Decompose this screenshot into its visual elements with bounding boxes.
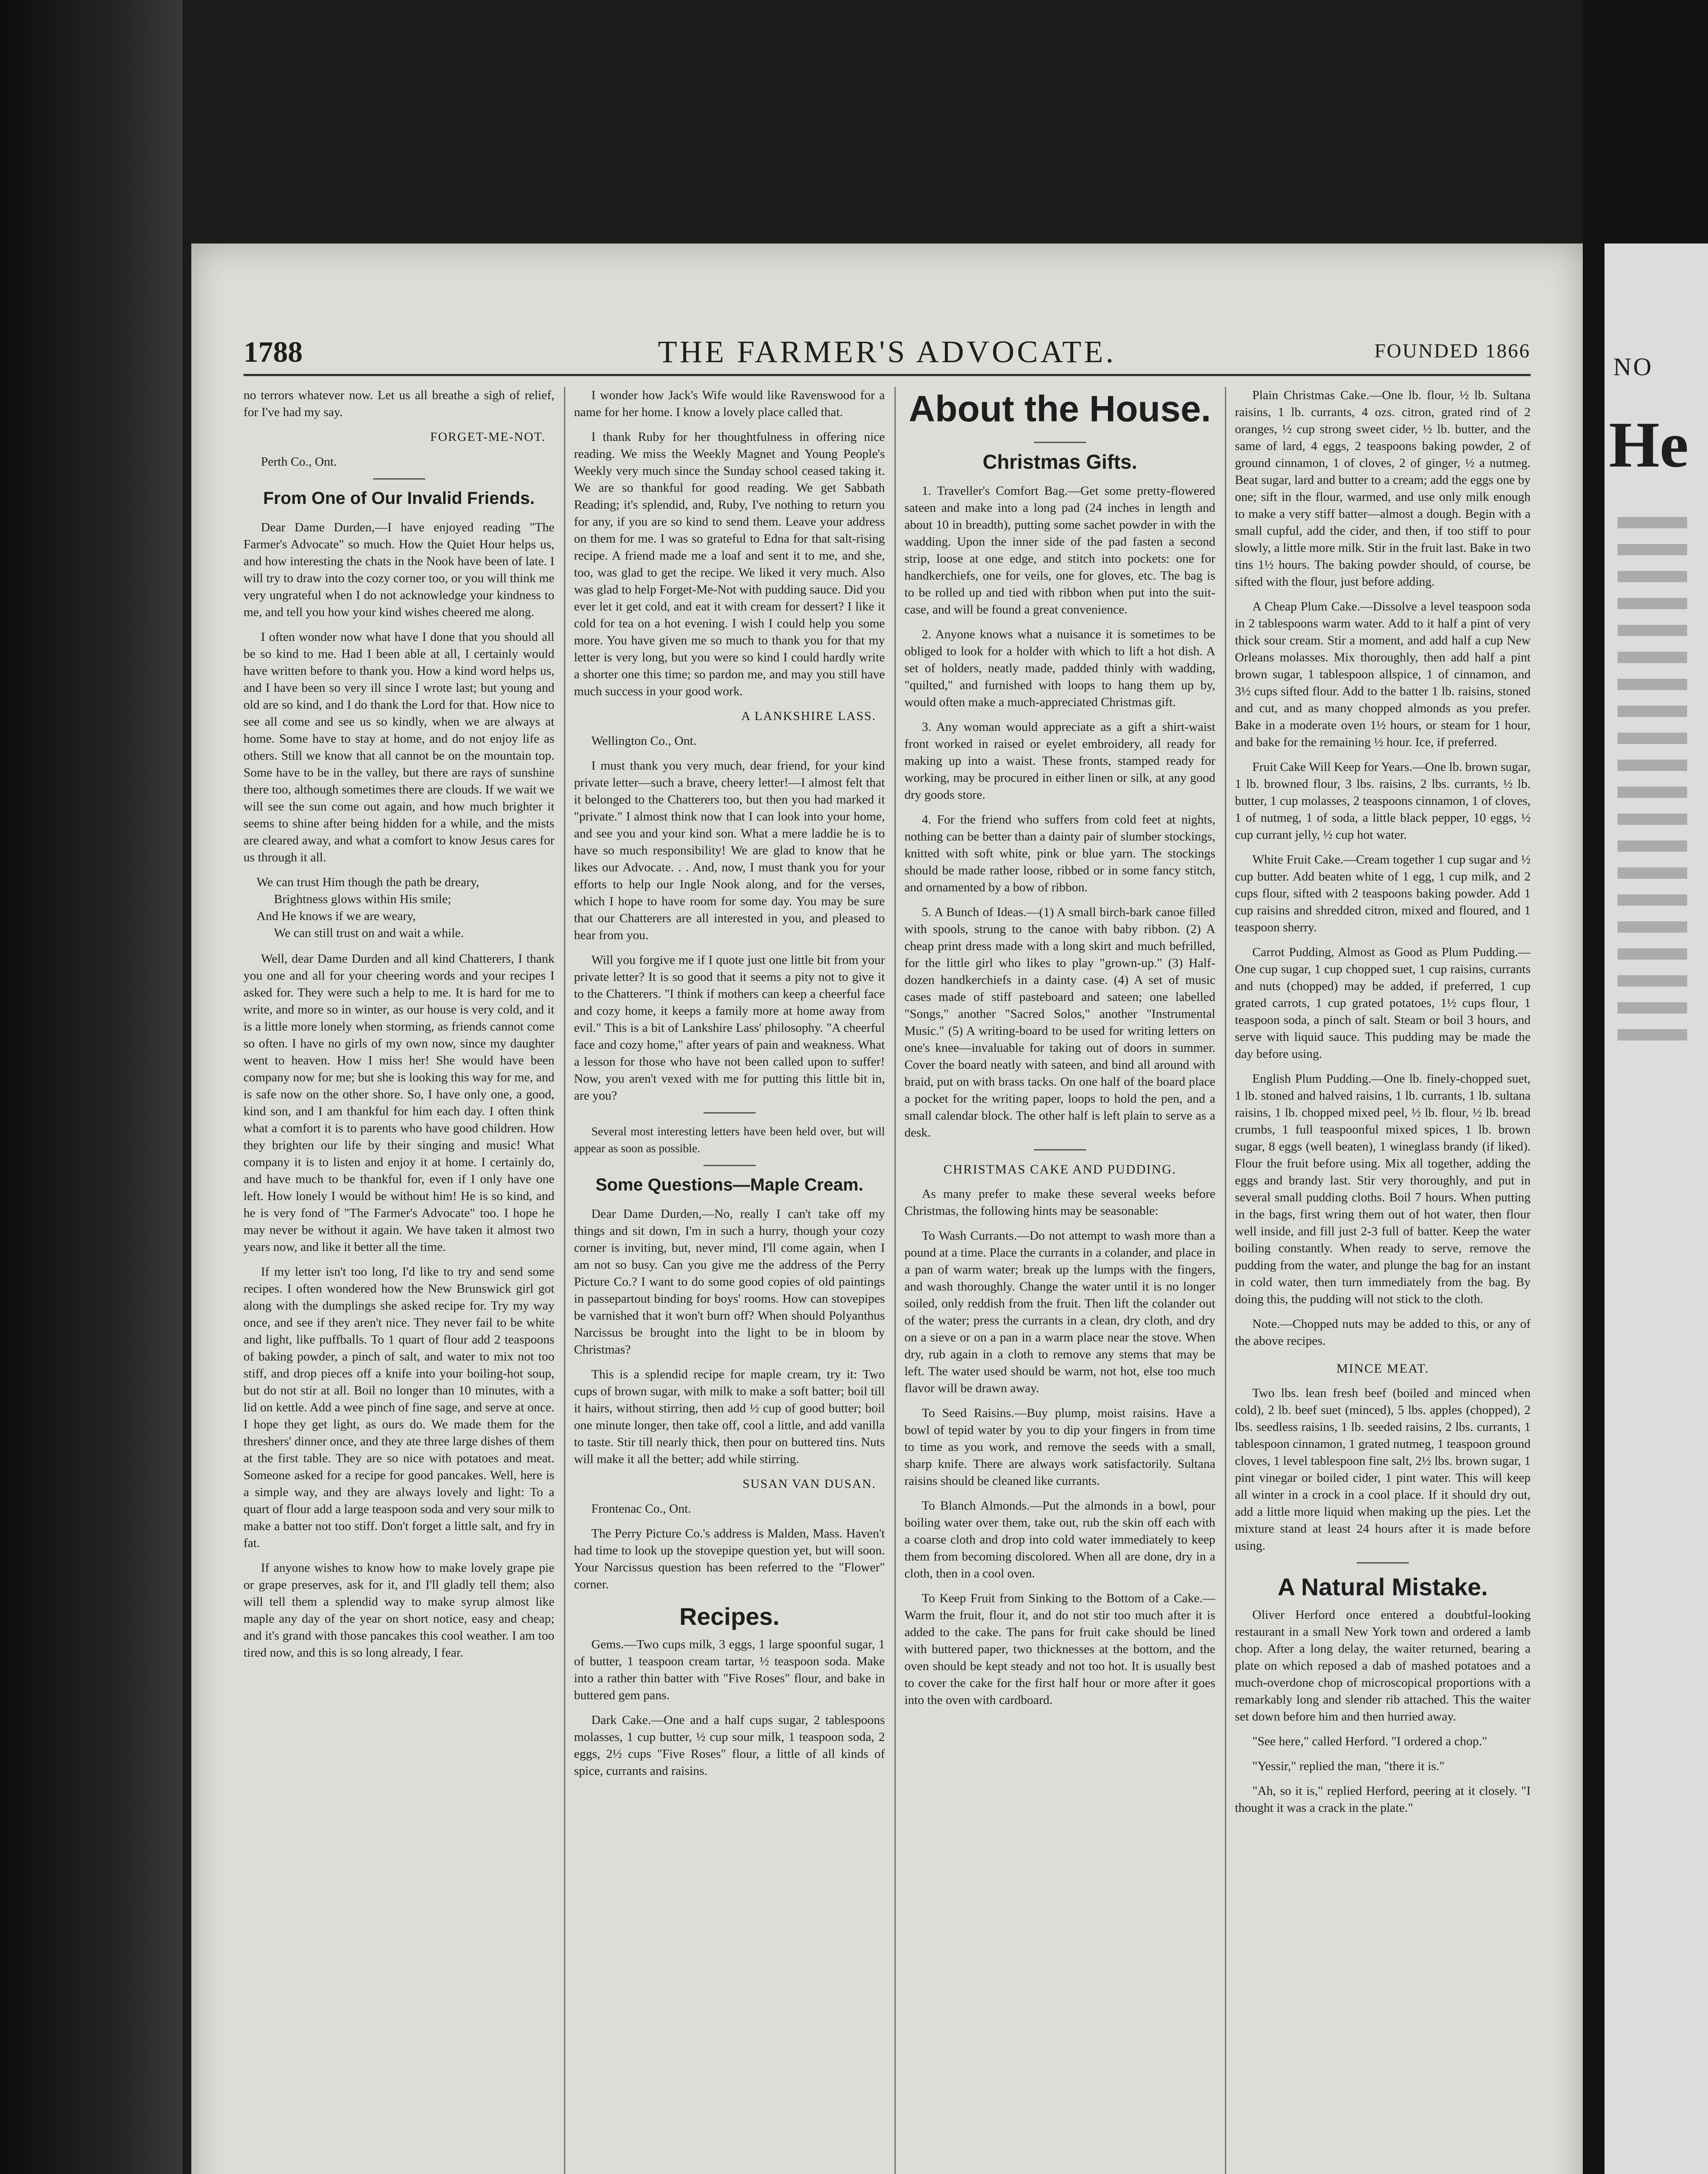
next-page-title: He [1609,409,1689,481]
paragraph: English Plum Pudding.—One lb. finely-chopped suet, 1 lb. stoned and halved raisins, 1 lb. currants, 1 lb. sultana raisins, 1 lb. chopped mixed peel, ½ lb. flour, ½ lb. bread crumbs, 1 full teaspoonful mixed spices, 1 lb. brown sugar, 8 eggs (well beaten), 1 wineglass brandy (if liked). Flour the fruit before using. Mix all together, adding the eggs and brandy last. Stir very thoroughly, and put in several small pudding cloths. Boil 7 hours. When putting in the bags, first wring them out of hot water, then flour well inside, and fill just 2-3 full of batter. Keep the water boiling constantly. When ready to serve, remove the pudding from the water, and plunge the bag for an instant in cold water, then turn immediately from the bag. By doing this, the pudding will not stick to the cloth. [1235,1072,1531,1306]
paragraph: Note.—Chopped nuts may be added to this, or any of the above recipes. [1235,1317,1531,1348]
divider [1357,1562,1409,1564]
subheading: MINCE MEAT. [1336,1361,1429,1376]
signature: A LANKSHIRE LASS. [741,709,876,723]
section-title: About the House. [908,388,1211,429]
paragraph: "Ah, so it is," replied Herford, peering at it closely. "I thought it was a crack in the plate." [1235,1784,1531,1815]
paragraph: To Wash Currants.—Do not attempt to wash more than a pound at a time. Place the currants in a colander, and place in a pan of warm water; break up the lumps with the fingers, and wash thoroughly. Change the water until it is no longer soiled, only reddish from the fruit. Then lift the colander out of the water; press the currants in a clean, dry cloth, and dry on a sieve or on a pan in a warm place near the stove. When dry, rub again in a cloth to remove any stems that may be left. The water used should be warm, not hot, else too much flavor will be drawn away. [904,1229,1215,1395]
paragraph: Plain Christmas Cake.—One lb. flour, ½ lb. Sultana raisins, 1 lb. currants, 4 ozs. citron, grated rind of 2 oranges, ½ cup strong sweet cider, ½ lb. butter, and the same of lard, 4 eggs, 2 teaspoons baking powder, 2 of ground cinnamon, 1 of cloves, 2 of ginger, ½ a nutmeg. Beat sugar, lard and butter to a cream; add the eggs one by one; sift in the flour, warmed, and use only milk enough to make a very stiff batter—almost a dough. Begin with a small cupful, add the cider, and then, if too stiff to pour slowly, a little more milk. Stir in the fruit last. Bake in two tins 1½ hours. The baking powder should, of course, be sifted with the flour, just before adding. [1235,388,1531,589]
paragraph: Well, dear Dame Durden and all kind Chatterers, I thank you one and all for your cheering words and your recipes I asked for. They were such a help to me. It is hard for me to write, and more so in winter, as our house is very cold, and it is a little more lonely when storming, as friends cannot come so often. I have no girls of my own now, since my daughter went to heaven. How I miss her! She would have been company now for me; but she is looking this way for me, and is safe now on the other shore. So, I have only one, a good, kind son, and I am thankful for him each day. I often think what a comfort it is to parents who have good children. How they brighten our life by their singing and music! What company it is to listen and enjoy it at home. I certainly do, and have much to be thankful for, even if I only have one left. How lonely I would be without him! He is so kind, and he is very fond of "The Farmer's Advocate" too. I hope he may never be without it again. We have taken it almost two years now, and like it better all the time. [244,952,554,1254]
article-heading: Christmas Gifts. [982,450,1138,473]
paragraph: I often wonder now what have I done that you should all be so kind to me. Had I been able at all, I certainly would have written before to thank you. How a kind word helps us, and I have been so very ill since I wrote last; but young and old are so kind, and I do thank the Lord for that. How nice to see all come and see us so kindly, when we are always at home. Some have to stay at home, and do not enjoy life as others. Still we know that all cannot be on the mountain top. Some have to be in the valley, but there are rays of sunshine there too, although sometimes there are clouds. If we wait we will see the sun come out again, and how much brighter it seems to shine after being hidden for a while, and the mists are cleared away, and what a comfort to know Jesus cares for us through it all. [244,630,554,864]
paragraph: 4. For the friend who suffers from cold feet at nights, nothing can be better than a dainty pair of slumber stockings, knitted with soft white, pink or blue yarn. The stockings should be made rather loose, ribbed or in some fancy stitch, and ornamented by a bow of ribbon. [904,813,1215,894]
newspaper-title: THE FARMER'S ADVOCATE. [658,334,1116,369]
paragraph: I wonder how Jack's Wife would like Ravenswood for a name for her home. I know a lovely place called that. [574,388,885,419]
paragraph: Dark Cake.—One and a half cups sugar, 2 tablespoons molasses, 1 cup butter, ½ cup sour milk, 1 teaspoon soda, 2 eggs, 2½ cups "Five Roses" flour, a little of all kinds of spice, currants and raisins. [574,1713,885,1778]
paragraph: Carrot Pudding, Almost as Good as Plum Pudding.—One cup sugar, 1 cup chopped suet, 1 cup raisins, currants and nuts (chopped) may be added, if preferred, 1 cup grated carrots, 1 cup grated potatoes, 1½ cups flour, 1 teaspoon soda, a pinch of salt. Steam or boil 3 hours, and serve with liquid sauce. This pudding may be made the day before using. [1235,945,1531,1061]
signature: SUSAN VAN DUSAN. [742,1477,876,1491]
paragraph: no terrors whatever now. Let us all breathe a sigh of relief, for I've had my say. [244,388,554,419]
paragraph: I thank Ruby for her thoughtfulness in offering nice reading. We miss the Weekly Magnet and Young People's Weekly very much since the Sunday school ceased taking it. We are so thankful for good reading. We get Sabbath Reading; it's splendid, and, Ruby, I've nothing to return you for any, if you are so kind to send them. Leave your address on them for me. I was so grateful to Edna for that salt-rising recipe. A friend made me a loaf and sent it to me, and she, too, was glad to get the recipe. We liked it very much. Also was glad to help Forget-Me-Not with pudding sauce. Did you ever let it get cold, and eat it with cream for dessert? I like it cold for tea on a hot evening. I wish I could help you some more. You have given me so much to thank you for that my letter is very long, but you were so kind I could hardly write a shorter one this time; so pardon me, and may you still have much success in your good work. [574,430,885,698]
column-rule [564,387,565,2174]
next-page-header: NO [1613,353,1653,381]
dateline: Frontenac Co., Ont. [591,1502,691,1516]
page-header [244,322,1531,376]
paragraph: White Fruit Cake.—Cream together 1 cup sugar and ½ cup butter. Add beaten white of 1 egg, 1 cup milk, and 2 cups flour, sifted with 2 teaspoons baking powder. Add 1 cup raisins and shredded citron, mixed and floured, and 1 teaspoon sherry. [1235,853,1531,934]
divider [704,1112,756,1114]
dateline: Wellington Co., Ont. [591,734,697,748]
column-1 [244,387,554,2174]
poem-line: Brightness glows within His smile; [274,892,451,906]
editor-note: Several most interesting letters have been held over, but will appear as soon as possible. [574,1125,885,1155]
paragraph: 5. A Bunch of Ideas.—(1) A small birch-bark canoe filled with spools, strung to the canoe with baby ribbon. (2) A cheap print dress made with a long skirt and much befrilled, for the little girl who likes to play "grown-up." (3) Half-dozen handkerchiefs in a dainty case. (4) A set of music cases made of stiff pasteboard and sateen; one labelled "Songs," another "Sacred Solos," another "Instrumental Music." (5) A writing-board to be used for writing letters on one's knee—invaluable for taking out of doors in summer. Cover the board neatly with sateen, and bind all around with braid, put on with brass tacks. On one half of the board place a pocket for the writing paper, loops to hold the pen, and a small calendar block. The other half is left plain to serve as a desk. [904,905,1215,1140]
paragraph: As many prefer to make these several weeks before Christmas, the following hints may be seasonable: [904,1187,1215,1218]
signature: FORGET-ME-NOT. [430,430,546,444]
paragraph: Will you forgive me if I quote just one little bit from your private letter? It is so good that it seems a pity not to give it to the Chatterers. "I think if mothers can keep a cheerful face and cozy home, it keeps a family more at home away from evil." This is a bit of Lankshire Lass' philosophy. "A cheerful face and cozy home," after years of pain and weakness. What a lesson for those who have not been called upon to suffer! Now, you aren't vexed with me for putting this little bit in, are you? [574,953,885,1103]
paragraph: 2. Anyone knows what a nuisance it is sometimes to be obliged to look for a holder with which to lift a hot dish. A set of holders, neatly made, padded thinly with wadding, "quilted," and furnished with loops to hang them up by, would often make a much-appreciated Christmas gift. [904,627,1215,709]
next-page-edge [1605,243,1708,2174]
poem-line: We can still trust on and wait a while. [274,926,464,940]
subheading: CHRISTMAS CAKE AND PUDDING. [943,1162,1177,1177]
paragraph: Gems.—Two cups milk, 3 eggs, 1 large spoonful sugar, 1 of butter, 1 teaspoon cream tartar, ½ teaspoon soda. Make into a rather thin batter with "Five Roses" flour, and bake in buttered gem pans. [574,1637,885,1702]
letter-heading: Some Questions—Maple Cream. [595,1175,864,1194]
section-heading: Recipes. [679,1603,780,1630]
divider [704,1165,756,1166]
paragraph: The Perry Picture Co.'s address is Malden, Mass. Haven't had time to look up the stovepipe question yet, but will soon. Your Narcissus question has been referred to the "Flower" corner. [574,1527,885,1591]
paragraph: 3. Any woman would appreciate as a gift a shirt-waist front worked in raised or eyelet embroidery, all ready for making up into a waist. These fronts, stamped ready for working, may be procured in either linen or silk, at any good dry goods store. [904,720,1215,802]
paragraph: "Yessir," replied the man, "there it is." [1252,1759,1444,1773]
dateline: Perth Co., Ont. [261,455,337,469]
paragraph: Oliver Herford once entered a doubtful-looking restaurant in a small New York town and ordered a lamb chop. After a long delay, the waiter returned, bearing a plate on which reposed a dab of mashed potatoes and a much-overdone chop of microscopical proportions with a remarkably long and slender rib attached. This the waiter set down before him and then hurried away. [1235,1608,1531,1724]
column-rule [894,387,896,2174]
column-rule [1225,387,1226,2174]
paragraph: I must thank you very much, dear friend, for your kind private letter—such a brave, cheery letter!—I almost felt that it belonged to the Chatterers too, but then you had marked it "private." I almost think now that I can look into your home, and see you and your kind son. What a mere laddie he is to have so much responsibility! We are glad to know that he likes our Advocate. . . And, now, I must thank you for your efforts to help our Ingle Nook along, and for the verses, which I hope to have room for some day. You may be sure that our Chatterers are all interested in you, and pleased to hear from you. [574,759,885,942]
paragraph: Dear Dame Durden,—No, really I can't take off my things and sit down, I'm in such a hurry, though your cozy corner is inviting, but, never mind, I'll come again, when I am not so busy. Can you give me the address of the Perry Picture Co.? I want to do some good copies of old paintings in passepartout binding for boys' rooms. How can stovepipes be varnished that it won't burn off? When should Polyanthus Narcissus be brought into the light to be in bloom by Christmas? [574,1207,885,1357]
poem-line: And He knows if we are weary, [257,909,416,923]
paragraph: "See here," called Herford. "I ordered a chop." [1252,1734,1488,1748]
page-number: 1788 [244,335,303,368]
paragraph: 1. Traveller's Comfort Bag.—Get some pretty-flowered sateen and make into a long pad (24 inches in length and about 10 in breadth), putting some sachet powder in with the wadding. Upon the inner side of the pad fasten a second strip, loose at one edge, and stitch into pockets: one for handkerchiefs, one for veils, one for gloves, etc. The bag is to be rolled up and tied with ribbon when put into the suit-case, and will be found a great convenience. [904,484,1215,617]
founded-date: FOUNDED 1866 [1374,340,1531,362]
paragraph: Two lbs. lean fresh beef (boiled and minced when cold), 2 lb. beef suet (minced), 5 lbs. apples (chopped), 2 lbs. seedless raisins, 1 lb. seeded raisins, 2 lbs. currants, 1 tablespoon cinnamon, 1 grated nutmeg, 1 teaspoon ground cloves, 1 level tablespoon fine salt, 2½ lbs. brown sugar, 1 pint vinegar or boiled cider, 1 pint water. This will keep all winter in a crock in a cool place. If it should dry out, add a little more liquid when making up the pies. Let the mixture stand at least 24 hours after it is made before using. [1235,1386,1531,1553]
paragraph: This is a splendid recipe for maple cream, try it: Two cups of brown sugar, with milk to make a soft batter; boil till it hairs, without stirring, then add ½ cup of good butter; boil one minute longer, then take off, cool a little, and add vanilla to taste. Stir till nearly thick, then pour on buttered tins. Nuts will make it all the better; add while stirring. [574,1367,885,1466]
article-heading: A Natural Mistake. [1278,1573,1488,1600]
poem [257,874,554,942]
paragraph: If my letter isn't too long, I'd like to try and send some recipes. I often wondered how the New Brunswick girl got along with the dumplings she asked recipe for. Try my way once, and see if they aren't nice. They never fail to be white and light, like puffballs. To 1 quart of flour add 2 teaspoons of baking powder, a pinch of salt, and water to mix not too stiff, and drop pieces off a knife into your boiling-hot soup, but do not stir at all. Boil no longer than 10 minutes, with a lid on kettle. Add a wee pinch of fine sage, and serve at once. I hope they get light, as ours do. We made them for the threshers' dinner once, and they ate three large dishes of them at the first table. They are so nice with potatoes and meat. Someone asked for a recipe for good pancakes. Well, here is a simple way, and they are always lovely and light: To a quart of flour add a large teaspoon soda and very sour milk to make a batter not too stiff. Don't forget a little salt, and fry in fat. [244,1265,554,1550]
paragraph: To Keep Fruit from Sinking to the Bottom of a Cake.—Warm the fruit, flour it, and do not stir too much after it is added to the cake. The pans for fruit cake should be lined with buttered paper, two thicknesses at the bottom, and the oven should be kept steady and not too hot. It is usually best to cover the cake for the first half hour or more after it goes into the oven with cardboard. [904,1591,1215,1707]
letter-heading: From One of Our Invalid Friends. [263,489,535,508]
next-page-text-lines [1618,517,1708,1040]
scan-background-left [0,0,183,2174]
divider [373,478,425,480]
paragraph: Dear Dame Durden,—I have enjoyed reading "The Farmer's Advocate" so much. How the Quiet Hour helps us, and how interesting the chats in the Nook have been of late. I will try to draw into the cozy corner too, or you will think me very ungrateful when I do not acknowledge your kindness to me, and tell you how your kind wishes cheered me along. [244,520,554,619]
paragraph: To Blanch Almonds.—Put the almonds in a bowl, pour boiling water over them, take out, rub the skin off each with a coarse cloth and drop into cold water immediately to keep them from becoming discolored. When all are done, dry in a cloth, then in a cool oven. [904,1499,1215,1580]
column-2 [574,387,885,2174]
paragraph: If anyone wishes to know how to make lovely grape pie or grape preserves, ask for it, and I'll gladly tell them; also will tell them a splendid way to make syrup almost like maple any day of the year on short notice, easy and cheap; and it's grand with those pancakes this cool weather. I am too tired now, and this is so long already, I fear. [244,1561,554,1660]
paragraph: Fruit Cake Will Keep for Years.—One lb. brown sugar, 1 lb. browned flour, 3 lbs. raisins, 2 lbs. currants, ½ lb. butter, 1 cup molasses, 2 teaspoons cinnamon, 1 of cloves, 1 of nutmeg, 1 of soda, a little black pepper, 10 eggs, ½ cup currant jelly, ½ cup hot water. [1235,760,1531,842]
newspaper-page [191,243,1583,2174]
column-3 [904,387,1215,2174]
divider [1034,442,1086,443]
paragraph: To Seed Raisins.—Buy plump, moist raisins. Have a bowl of tepid water by you to dip your fingers in from time to time as you work, and remove the seeds with a small, sharp knife. There are always work satisfactorily. Sultana raisins should be cleaned like currants. [904,1406,1215,1488]
paragraph: A Cheap Plum Cake.—Dissolve a level teaspoon soda in 2 tablespoons warm water. Add to it half a pint of very thick sour cream. Stir a moment, and add half a cup New Orleans molasses. Mix thoroughly, then add half a pint brown sugar, 1 tablespoon allspice, 1 of cinnamon, and 3½ cups sifted flour. Add to the batter 1 lb. raisins, stoned and cut, and as many chopped almonds as you prefer. Bake in a moderate oven 1½ hours, or steam for 1 hour, and bake for the remaining ½ hour. Ice, if preferred. [1235,600,1531,749]
poem-line: We can trust Him though the path be dreary, [257,875,479,889]
divider [1034,1149,1086,1150]
column-4 [1235,387,1531,2174]
